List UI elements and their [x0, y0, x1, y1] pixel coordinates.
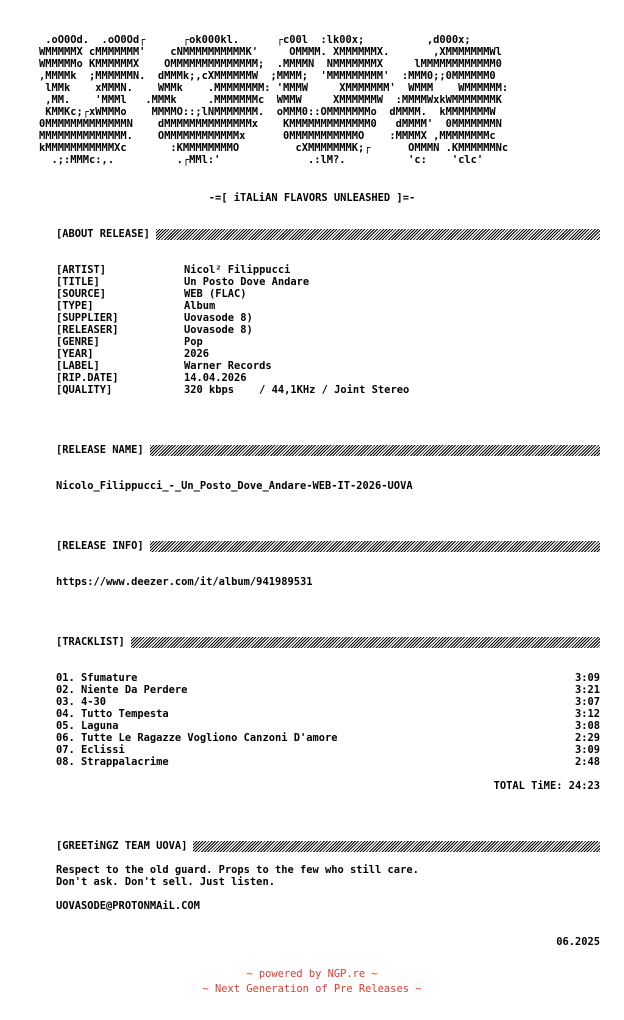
about-row-artist: [ARTIST] Nicol² Filippucci — [56, 264, 291, 276]
track-time: 3:09 — [574, 672, 600, 684]
track-time: 2:48 — [574, 756, 600, 768]
section-divider — [150, 541, 600, 552]
section-about-label: [ABOUT RELEASE] — [56, 228, 150, 240]
track-title: 02. Niente Da Perdere — [56, 684, 188, 696]
track-time: 3:07 — [574, 696, 600, 708]
release-info-url[interactable]: https://www.deezer.com/it/album/941989531 — [56, 576, 313, 588]
about-row-genre: [GENRE] Pop — [56, 336, 203, 348]
track-title: 03. 4-30 — [56, 696, 107, 708]
section-release-name-label: [RELEASE NAME] — [56, 444, 144, 456]
greetings-line: Respect to the old guard. Props to the few who still care. — [56, 864, 419, 876]
section-greetings-header — [56, 840, 600, 852]
track-title: 01. Sfumature — [56, 672, 138, 684]
track-row — [56, 672, 600, 684]
section-greetings-label: [GREETiNGZ TEAM UOVA] — [56, 840, 188, 852]
track-row — [56, 720, 600, 732]
total-time: TOTAL TiME: 24:23 — [493, 780, 600, 792]
track-row — [56, 744, 600, 756]
tagline: -=[ iTALiAN FLAVORS UNLEASHED ]=- — [208, 192, 416, 204]
section-divider — [150, 445, 600, 456]
track-row — [56, 696, 600, 708]
section-release-info-header — [56, 540, 600, 552]
about-row-quality: [QUALITY] 320 kbps / 44,1KHz / Joint Stereo — [56, 384, 410, 396]
track-title: 06. Tutte Le Ragazze Vogliono Canzoni D'amore — [56, 732, 338, 744]
greetings-line: Don't ask. Don't sell. Just listen. — [56, 876, 275, 888]
about-row-source: [SOURCE] WEB (FLAC) — [56, 288, 247, 300]
ascii-logo: .oO0Od. .oO0Od┌ ┌ok000kl. ┌c00l :lk00x; ,d000x; WMMMMMX cMMMMMMM' cNMMMMMMMMMMK' OMMMM. XMMMMMMX. ,XMMMMMMMWl WMMMMMo KMMMMMMX OMMMMMMMMMMMMMM; .MMMMN NMMMMMMMX lMMMMMMMMMMMM0 ,MMMMk ;MMMMMMN. dMMMk;,cXMMMMMMW ;MMMM; 'MMMMMMMMM' :MMM0;;0MMMMMM0 lMMk xMMMN. WMMk .MMMMMMMM: 'MMMW XMMMMMMM' WMMM WMMMMMM: ,MM. 'MMMl .MMMk .MMMMMMMc WMMW XMMMMMMW :MMMMWxkWMMMMMMMK KMMKc;┌xWMMMo MMMMO::;lNMMMMMMM. oMMM0::OMMMMMMMo dMMMM. kMMMMMMMW 0MMMMMMMMMMMMMN dMMMMMMMMMMMMMMx KMMMMMMMMMMMMM0 dMMMM' 0MMMMMMMN MMMMMMMMMMMMMM. OMMMMMMMMMMMMx 0MMMMMMMMMMMO :MMMMX ,MMMMMMMMc kMMMMMMMMMMMXc :KMMMMMMMMO cXMMMMMMMK;┌ OMMMN .KMMMMMMNc .;:MMMc:,. .┌MMl:' .:lM?. 'c: 'clc' — [39, 34, 509, 166]
section-release-info-label: [RELEASE INFO] — [56, 540, 144, 552]
section-tracklist-header — [56, 636, 600, 648]
release-name: Nicolo_Filippucci_-_Un_Posto_Dove_Andare-WEB-IT-2026-UOVA — [56, 480, 413, 492]
section-divider — [156, 229, 600, 240]
track-time: 3:09 — [574, 744, 600, 756]
track-time: 3:08 — [574, 720, 600, 732]
about-row-rip-date: [RIP.DATE] 14.04.2026 — [56, 372, 247, 384]
track-row — [56, 732, 600, 744]
section-release-name-header — [56, 444, 600, 456]
section-divider — [193, 841, 600, 852]
track-time: 3:12 — [574, 708, 600, 720]
about-row-releaser: [RELEASER] Uovasode 8) — [56, 324, 253, 336]
about-release-list — [56, 264, 596, 396]
nfo-date: 06.2025 — [556, 936, 600, 948]
section-tracklist-label: [TRACKLIST] — [56, 636, 125, 648]
section-divider — [131, 637, 600, 648]
footer-tagline: ~ Next Generation of Pre Releases ~ — [202, 983, 422, 995]
about-row-supplier: [SUPPLIER] Uovasode 8) — [56, 312, 253, 324]
track-title: 08. Strappalacrime — [56, 756, 169, 768]
footer-powered-by[interactable]: ~ powered by NGP.re ~ — [246, 968, 378, 980]
about-row-year: [YEAR] 2026 — [56, 348, 210, 360]
track-row — [56, 684, 600, 696]
track-time: 3:21 — [574, 684, 600, 696]
track-title: 07. Eclissi — [56, 744, 125, 756]
track-row — [56, 708, 600, 720]
about-row-type: [TYPE] Album — [56, 300, 216, 312]
section-about-header — [56, 228, 600, 240]
track-time: 2:29 — [574, 732, 600, 744]
contact-email[interactable]: UOVASODE@PROTONMAiL.COM — [56, 900, 200, 912]
track-title: 04. Tutto Tempesta — [56, 708, 169, 720]
tracklist — [56, 672, 600, 768]
track-title: 05. Laguna — [56, 720, 119, 732]
about-row-label: [LABEL] Warner Records — [56, 360, 272, 372]
track-row — [56, 756, 600, 768]
about-row-title: [TITLE] Un Posto Dove Andare — [56, 276, 310, 288]
